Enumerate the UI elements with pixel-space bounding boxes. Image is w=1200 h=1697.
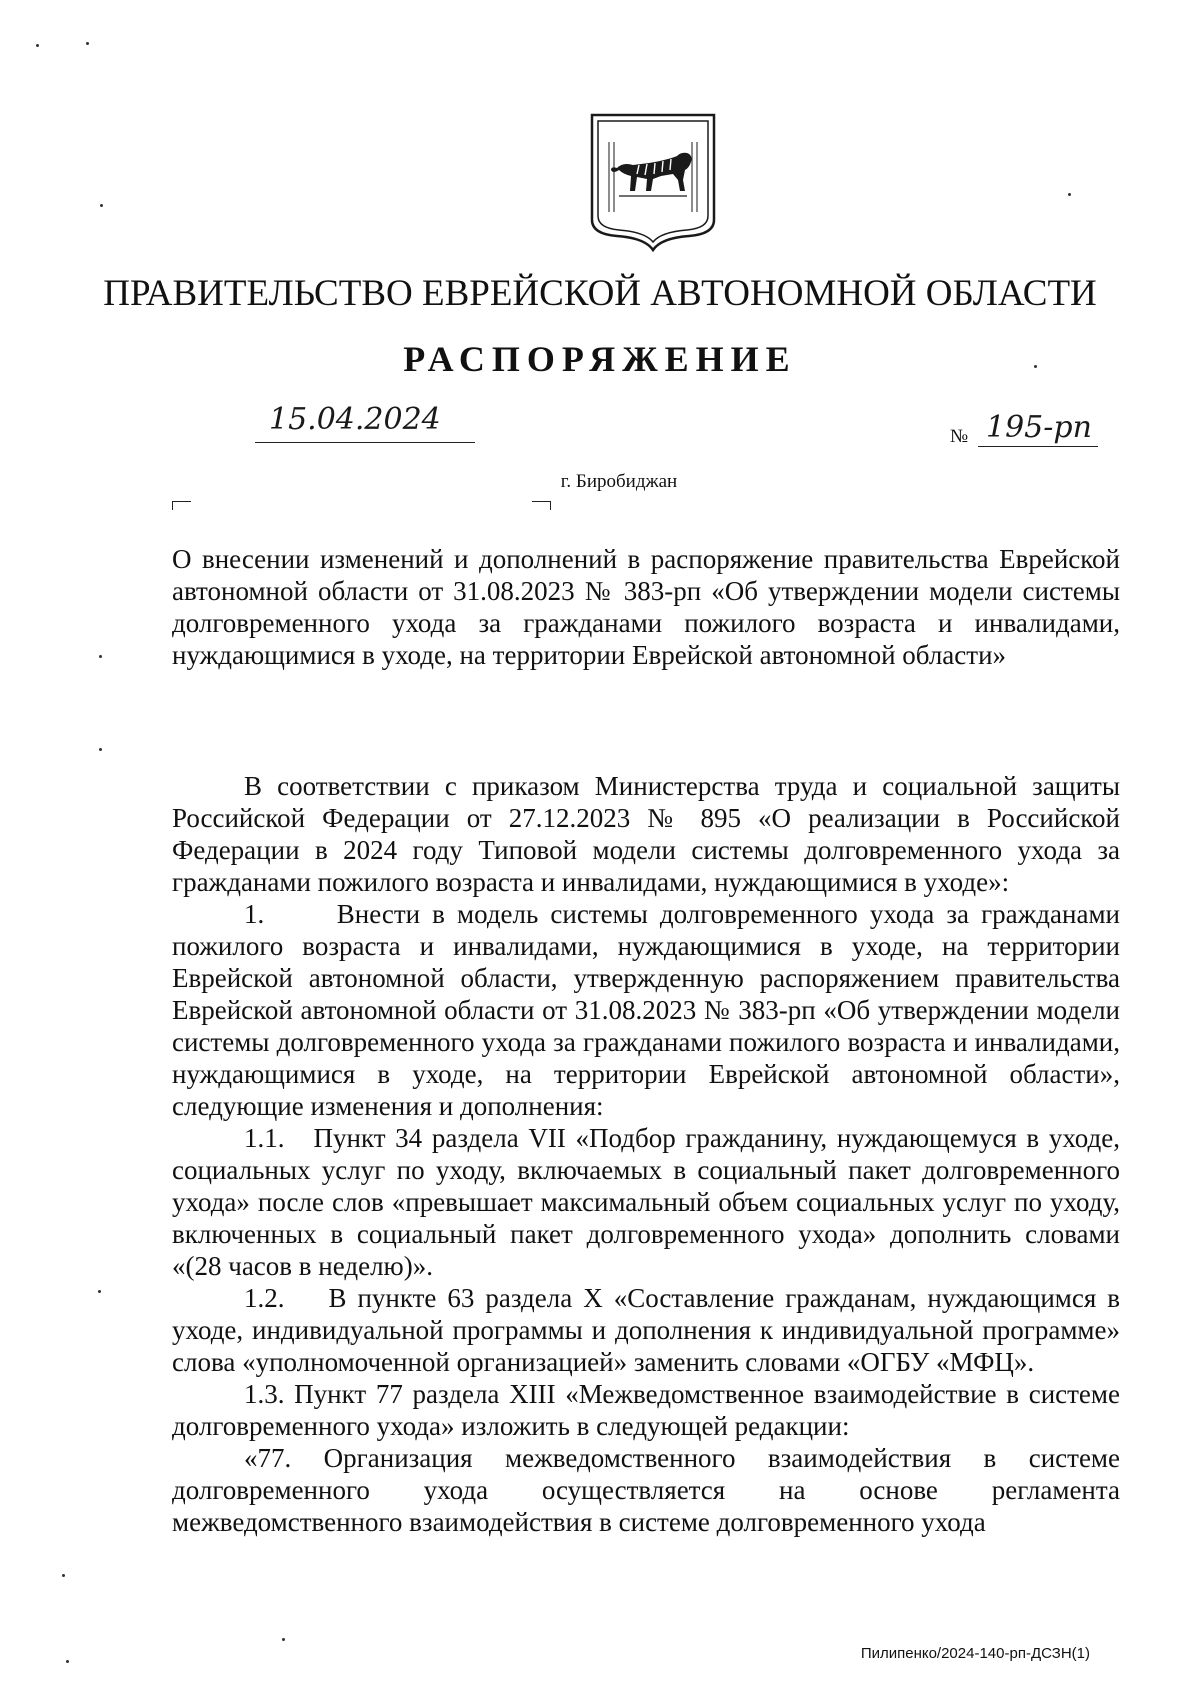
scan-speck	[1034, 365, 1037, 368]
coat-of-arms-emblem	[589, 112, 717, 254]
footer-reference: Пилипенко/2024-140-рп-ДСЗН(1)	[860, 1645, 1090, 1662]
paragraph-item-1-3: 1.3. Пункт 77 раздела XIII «Межведомственное взаимодействие в системе долговременного ухода» изложить в следующей редакции:	[172, 1379, 1120, 1441]
scan-speck	[98, 1290, 101, 1293]
scan-speck	[282, 1638, 285, 1641]
city-label: г. Биробиджан	[560, 471, 678, 492]
date-field	[255, 402, 475, 443]
handwritten-number: 195-рп	[986, 410, 1092, 445]
scan-speck	[62, 1574, 65, 1577]
paragraph-item-1-1: 1.1. Пункт 34 раздела VII «Подбор гражданину, нуждающемуся в уходе, социальных услуг по уходу, включаемых в социальный пакет долговременного ухода» после слов «превышает максимальный объем социальных услуг по уходу, включенных в социальный пакет долговременного ухода» дополнить словами «(28 часов в неделю)».	[172, 1123, 1120, 1281]
right-corner-mark	[532, 501, 551, 510]
scan-speck	[66, 1660, 69, 1663]
subject-text: О внесении изменений и дополнений в распоряжение правительства Еврейской автономной области от 31.08.2023 № 383-рп «Об утверждении модели системы долговременного ухода за гражданами пожилого возраста и инвалидами, нуждающимися в уходе, на территории Еврейской автономной области»	[172, 544, 1120, 670]
paragraph-preamble: В соответствии с приказом Министерства труда и социальной защиты Российской Федерации от 27.12.2023 № 895 «О реализации в Российской Федерации в 2024 году Типовой модели системы долговременного ухода за гражданами пожилого возраста и инвалидами, нуждающимися в уходе»:	[172, 771, 1120, 897]
scan-speck	[1068, 193, 1071, 196]
scan-speck	[36, 44, 39, 47]
document-subject	[172, 543, 1120, 671]
government-title: ПРАВИТЕЛЬСТВО ЕВРЕЙСКОЙ АВТОНОМНОЙ ОБЛАСТИ	[103, 273, 1097, 314]
number-sign: №	[950, 426, 969, 447]
document-type-title: РАСПОРЯЖЕНИЕ	[403, 339, 797, 379]
scan-speck	[99, 748, 102, 751]
handwritten-date: 15.04.2024	[269, 402, 441, 437]
scan-speck	[86, 42, 89, 45]
scan-speck	[100, 204, 103, 207]
scan-speck	[99, 655, 102, 658]
number-field	[950, 408, 1110, 448]
document-body	[172, 770, 1120, 1538]
number-line	[978, 408, 1098, 447]
paragraph-item-77: «77. Организация межведомственного взаимодействия в системе долговременного ухода осуществляется на основе регламента межведомственного взаимодействия в системе долговременного ухода	[172, 1443, 1120, 1537]
paragraph-item-1: 1. Внести в модель системы долговременного ухода за гражданами пожилого возраста и инвалидами, нуждающимися в уходе, на территории Еврейской автономной области, утвержденную распоряжением правительства Еврейской автономной области от 31.08.2023 № 383-рп «Об утверждении модели системы долговременного ухода за гражданами пожилого возраста и инвалидами, нуждающимися в уходе, на территории Еврейской автономной области», следующие изменения и дополнения:	[172, 899, 1120, 1121]
left-corner-mark	[172, 501, 191, 510]
paragraph-item-1-2: 1.2. В пункте 63 раздела X «Составление гражданам, нуждающимся в уходе, индивидуальной программы и дополнения к индивидуальной программе» слова «уполномоченной организацией» заменить словами «ОГБУ «МФЦ».	[172, 1283, 1120, 1377]
